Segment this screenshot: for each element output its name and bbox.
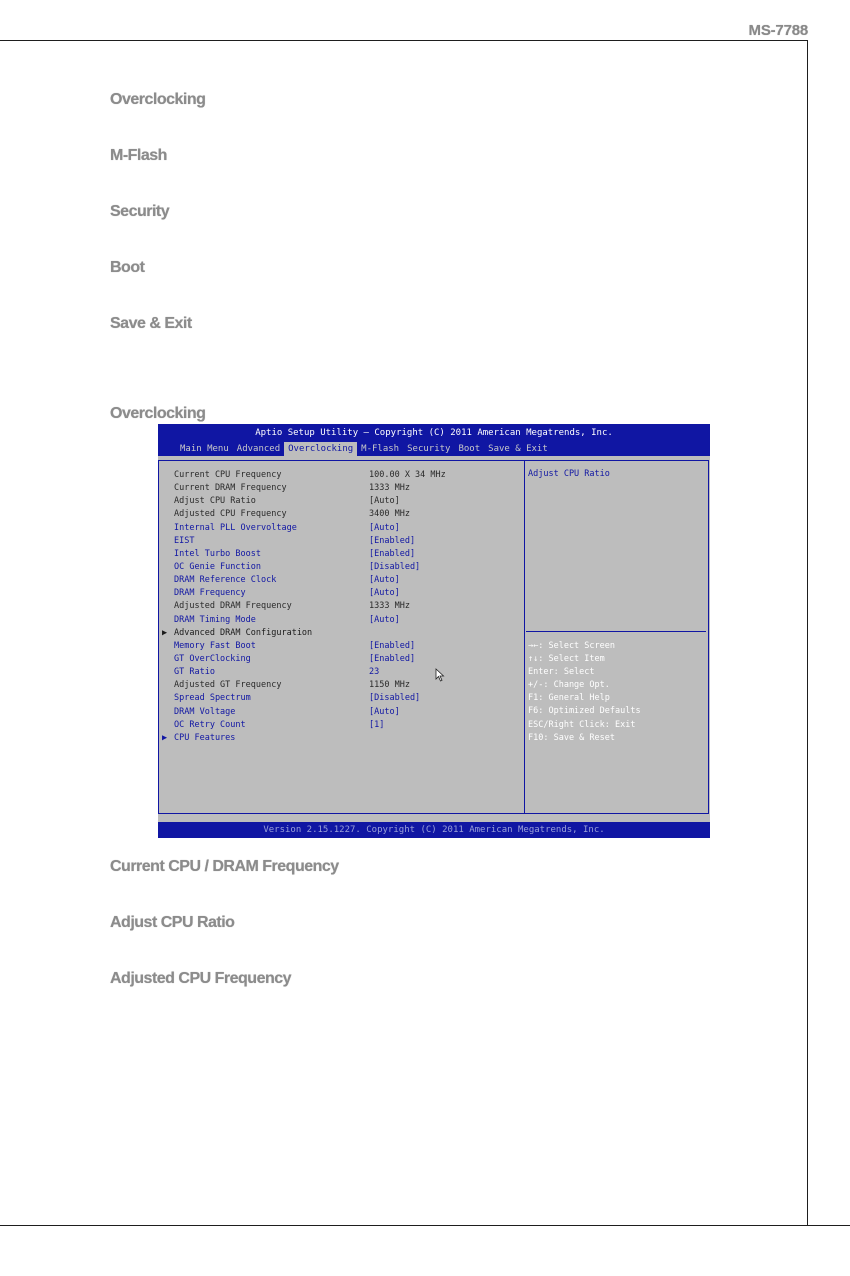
key-general-help: F1: General Help [528, 693, 610, 704]
setting-label: Adjust CPU Ratio [174, 496, 256, 507]
setting-value[interactable]: [1] [369, 719, 385, 730]
setting-value[interactable]: [Enabled] [369, 548, 416, 559]
model-number: MS-7788 [748, 22, 808, 39]
setting-adjusted-gt-frequency [159, 679, 524, 692]
key-change-opt: +/-: Change Opt. [528, 680, 610, 691]
heading-adjusted-cpu-frequency: Adjusted CPU Frequency [110, 970, 292, 987]
help-panel [524, 460, 709, 814]
setting-dram-voltage[interactable] [159, 706, 524, 719]
setting-label: Adjusted DRAM Frequency [174, 601, 292, 612]
key-select-screen: →←: Select Screen [528, 641, 615, 651]
bios-tab-bar [176, 442, 552, 456]
key-enter-select: Enter: Select [528, 667, 595, 678]
tab-main-menu[interactable]: Main Menu [180, 444, 229, 454]
heading-overclocking: Overclocking [110, 91, 206, 108]
setting-dram-frequency[interactable] [159, 587, 524, 600]
right-rule [807, 40, 808, 1226]
heading-boot: Boot [110, 259, 145, 276]
setting-value: 100.00 X 34 MHz [369, 470, 446, 480]
setting-label: OC Genie Function [174, 561, 261, 572]
setting-value[interactable]: [Enabled] [369, 653, 416, 664]
tab-save-exit[interactable]: Save & Exit [488, 444, 548, 454]
setting-label: DRAM Timing Mode [174, 614, 256, 625]
bios-screen [158, 424, 710, 838]
setting-current-cpu-frequency [159, 469, 524, 482]
setting-label: OC Retry Count [174, 719, 246, 730]
setting-oc-retry-count[interactable] [159, 719, 524, 732]
tab-advanced[interactable]: Advanced [236, 444, 281, 454]
key-legend [528, 640, 641, 745]
setting-label: Internal PLL Overvoltage [174, 522, 297, 533]
setting-label: Spread Spectrum [174, 693, 251, 704]
setting-internal-pll-overvoltage[interactable] [159, 522, 524, 535]
key-select-item: ↑↓: Select Item [528, 654, 605, 665]
setting-label: Adjusted CPU Frequency [174, 509, 287, 520]
setting-intel-turbo-boost[interactable] [159, 548, 524, 561]
submenu-cpu-features[interactable] [159, 732, 524, 745]
setting-dram-reference-clock[interactable] [159, 574, 524, 587]
setting-adjusted-cpu-frequency [159, 508, 524, 521]
tab-overclocking[interactable]: Overclocking [284, 442, 357, 456]
setting-value[interactable]: [Auto] [369, 588, 400, 599]
setting-value[interactable]: [Disabled] [369, 561, 421, 572]
setting-memory-fast-boot[interactable] [159, 640, 524, 653]
item-help-text: Adjust CPU Ratio [528, 469, 610, 479]
mouse-pointer-icon [435, 668, 445, 682]
setting-value[interactable]: 23 [369, 667, 380, 678]
setting-gt-ratio[interactable] [159, 666, 524, 679]
tab-security[interactable]: Security [407, 444, 451, 454]
setting-adjusted-dram-frequency [159, 600, 524, 613]
heading-current-cpu-dram-frequency: Current CPU / DRAM Frequency [110, 858, 339, 875]
setting-label: Advanced DRAM Configuration [174, 627, 313, 638]
setting-current-dram-frequency [159, 482, 524, 495]
tab-boot[interactable]: Boot [458, 444, 481, 454]
top-rule [0, 40, 808, 41]
setting-value[interactable]: [Enabled] [369, 640, 416, 651]
submenu-advanced-dram-configuration[interactable] [159, 627, 524, 640]
setting-label: DRAM Voltage [174, 706, 236, 717]
settings-list [159, 469, 524, 745]
setting-label: DRAM Reference Clock [174, 575, 277, 586]
heading-m-flash: M-Flash [110, 147, 167, 164]
setting-label: GT OverClocking [174, 653, 251, 664]
key-exit: ESC/Right Click: Exit [528, 719, 636, 730]
setting-label: GT Ratio [174, 667, 215, 678]
setting-value: 3400 MHz [369, 509, 410, 520]
setting-value: 1333 MHz [369, 483, 410, 494]
setting-value: 1150 MHz [369, 680, 410, 691]
bios-header-bar [158, 424, 710, 456]
heading-security: Security [110, 203, 170, 220]
setting-label: Memory Fast Boot [174, 640, 256, 651]
setting-label: Intel Turbo Boost [174, 548, 261, 559]
submenu-arrow-icon: ▶ [162, 627, 168, 638]
bios-version: Version 2.15.1227. Copyright (C) 2011 American Megatrends, Inc. [263, 825, 605, 835]
setting-label: DRAM Frequency [174, 588, 246, 599]
setting-label: CPU Features [174, 732, 236, 743]
setting-value[interactable]: [Disabled] [369, 693, 421, 704]
heading-adjust-cpu-ratio: Adjust CPU Ratio [110, 914, 235, 931]
bottom-rule [0, 1225, 850, 1226]
setting-value[interactable]: [Auto] [369, 575, 400, 586]
setting-value[interactable]: [Auto] [369, 706, 400, 717]
setting-label: EIST [174, 535, 195, 546]
key-save-reset: F10: Save & Reset [528, 732, 615, 743]
setting-oc-genie-function[interactable] [159, 561, 524, 574]
setting-value[interactable]: [Enabled] [369, 535, 416, 546]
setting-dram-timing-mode[interactable] [159, 614, 524, 627]
setting-gt-overclocking[interactable] [159, 653, 524, 666]
setting-value[interactable]: [Auto] [369, 496, 400, 507]
setting-spread-spectrum[interactable] [159, 692, 524, 705]
setting-eist[interactable] [159, 535, 524, 548]
setting-label: Current CPU Frequency [174, 470, 282, 480]
heading-save-exit: Save & Exit [110, 315, 192, 332]
setting-adjust-cpu-ratio[interactable] [159, 495, 524, 508]
bios-title: Aptio Setup Utility – Copyright (C) 2011 American Megatrends, Inc. [255, 428, 613, 438]
setting-label: Adjusted GT Frequency [174, 680, 282, 691]
tab-m-flash[interactable]: M-Flash [361, 444, 400, 454]
section-title-overclocking: Overclocking [110, 405, 206, 422]
settings-panel [158, 460, 524, 814]
submenu-arrow-icon: ▶ [162, 732, 168, 743]
bios-footer-bar [158, 822, 710, 838]
setting-label: Current DRAM Frequency [174, 483, 287, 494]
setting-value[interactable]: [Auto] [369, 522, 400, 533]
setting-value[interactable]: [Auto] [369, 614, 400, 625]
setting-value: 1333 MHz [369, 601, 410, 612]
key-optimized-defaults: F6: Optimized Defaults [528, 706, 641, 717]
help-divider [526, 631, 706, 632]
